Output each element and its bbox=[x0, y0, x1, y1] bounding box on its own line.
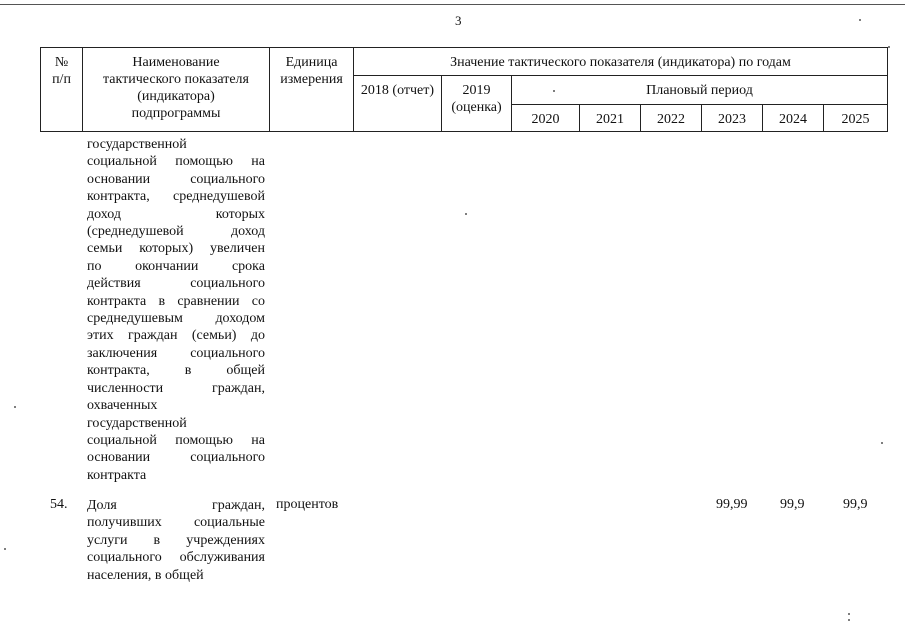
text-line: численности граждан, bbox=[87, 380, 265, 396]
text-line: контракта в сравнении со bbox=[87, 293, 265, 309]
scan-speck bbox=[881, 442, 883, 444]
text-line: контракта, среднедушевой bbox=[87, 189, 265, 205]
text-line: основании социального bbox=[87, 450, 265, 466]
text-line: основании социального bbox=[87, 171, 265, 187]
text-line: государственной bbox=[87, 137, 187, 152]
scan-speck bbox=[888, 46, 890, 48]
header-2019-estimate: 2019 (оценка) bbox=[451, 83, 502, 115]
header-year-2020: 2020 bbox=[531, 112, 560, 127]
scan-speck bbox=[4, 548, 6, 550]
header-indicator-name: Наименование тактического показателя (индикатора) подпрограммы bbox=[103, 55, 249, 121]
scan-speck bbox=[859, 19, 861, 21]
text-line: социальной помощью на bbox=[87, 432, 265, 448]
text-line: контракта, в общей bbox=[87, 363, 265, 379]
text-line: социальной помощью на bbox=[87, 154, 265, 170]
row-54-unit: процентов bbox=[276, 497, 339, 512]
header-number: № п/п bbox=[52, 55, 71, 87]
text-line: доход которых bbox=[87, 206, 265, 222]
text-line: услуги в учреждениях bbox=[87, 532, 265, 548]
row-54-number: 54. bbox=[50, 497, 68, 512]
header-year-2021: 2021 bbox=[596, 112, 624, 127]
text-line: среднедушевым доходом bbox=[87, 311, 265, 327]
header-values-by-year: Значение тактического показателя (индикатора) по годам bbox=[450, 55, 791, 70]
text-line: (среднедушевой доход bbox=[87, 224, 265, 240]
text-line: этих граждан (семьи) до bbox=[87, 328, 265, 344]
text-line: Доля граждан, bbox=[87, 498, 265, 513]
header-planned-period: Плановый период bbox=[646, 83, 753, 98]
text-line: контракта bbox=[87, 467, 147, 483]
row-54-indicator-name bbox=[87, 497, 265, 584]
row-54-value-2023: 99,99 bbox=[716, 497, 748, 512]
previous-indicator-name-continuation bbox=[87, 136, 265, 484]
scan-speck bbox=[14, 406, 16, 408]
text-line: семьи которых) увеличен bbox=[87, 241, 265, 257]
header-year-2024: 2024 bbox=[779, 112, 807, 127]
page-number: 3 bbox=[455, 13, 462, 28]
header-year-2025: 2025 bbox=[841, 112, 870, 127]
header-year-2022: 2022 bbox=[657, 112, 685, 127]
text-line: заключения социального bbox=[87, 345, 265, 361]
scan-speck bbox=[848, 619, 850, 621]
header-unit: Единица измерения bbox=[280, 55, 343, 87]
row-54-value-2024: 99,9 bbox=[780, 497, 805, 512]
row-54-value-2025: 99,9 bbox=[843, 497, 868, 512]
scan-edge-line bbox=[0, 4, 905, 5]
text-line: по окончании срока bbox=[87, 258, 265, 274]
header-year-2023: 2023 bbox=[718, 112, 746, 127]
text-line: населения, в общей bbox=[87, 567, 204, 583]
text-line: действия социального bbox=[87, 276, 265, 292]
text-line: получивших социальные bbox=[87, 515, 265, 531]
text-line: государственной bbox=[87, 415, 187, 431]
header-2018-report: 2018 (отчет) bbox=[360, 83, 435, 98]
scan-speck bbox=[848, 613, 850, 615]
scan-speck bbox=[465, 213, 467, 215]
text-line: охваченных bbox=[87, 398, 158, 414]
text-line: социального обслуживания bbox=[87, 550, 265, 566]
